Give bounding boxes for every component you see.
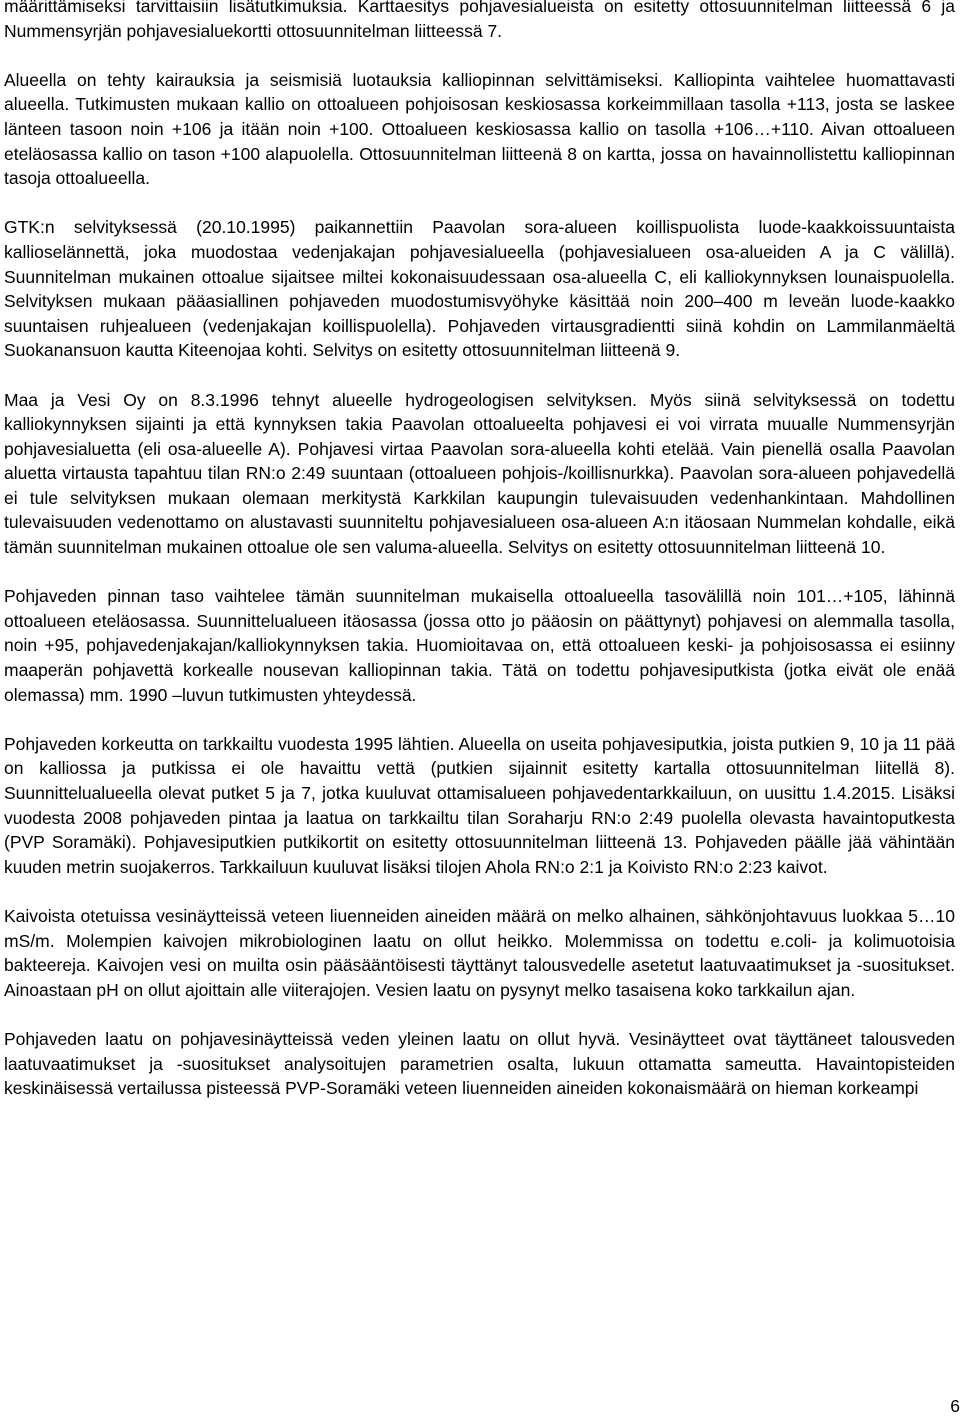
paragraph-well-samples: Kaivoista otetuissa vesinäytteissä veteen liuenneiden aineiden määrä on melko alhainen, sähkönjohtavuus luokkaa 5…10 mS/m. Molempien kaivojen mikrobiologinen laatu on ollut heikko. Molemmissa on todettu e.coli- ja kolimuotoisia bakteereja. Kaivojen vesi on muilta osin pääsääntöisesti täyttänyt talousvedelle asetetut laatuvaatimukset ja -suositukset. Ainoastaan pH on ollut ajoittain alle viiterajojen. Vesien laatu on pysynyt melko tasaisena koko tarkkailun ajan. <box>4 905 955 1000</box>
paragraph-groundwater-level: Pohjaveden pinnan taso vaihtelee tämän suunnitelman mukaisella ottoalueella tasovälillä noin 101…+105, lähinnä ottoalueen eteläosassa. Suunnittelualueen itäosassa (jossa otto jo pääosin on päättynyt) pohjavesi on alemmalla tasolla, noin +95, pohjavedenjakajan/kalliokynnyksen takia. Huomioitavaa on, että ottoalueen keski- ja pohjoisosassa ei esiinny maaperän pohjavettä korkealle nousevan kalliopinnan takia. Tätä on todettu pohjavesiputkista (jotka eivät ole enää olemassa) mm. 1990 –luvun tutkimusten yhteydessä. <box>4 586 955 705</box>
page-number: 6 <box>950 1396 960 1416</box>
paragraph-bedrock-surveys: Alueella on tehty kairauksia ja seismisiä luotauksia kalliopinnan selvittämiseksi. Kalliopinta vaihtelee huomattavasti alueella. Tutkimusten mukaan kallio on ottoalueen pohjoisosan keskiosassa korkeimmillaan tasolla +113, josta se laskee länteen tasoon noin +106 ja itään noin +100. Ottoalueen keskiosassa kallio on tasolla +106…+110. Aivan ottoalueen eteläosassa kallio on tason +100 alapuolella. Ottosuunnitelman liitteenä 8 on kartta, jossa on havainnollistettu kalliopinnan tasoja ottoalueella. <box>4 69 955 189</box>
document-page <box>4 0 955 1125</box>
paragraph-hydrogeological-survey: Maa ja Vesi Oy on 8.3.1996 tehnyt alueelle hydrogeologisen selvityksen. Myös siinä selvityksessä on todettu kalliokynnyksen sijainti ja että kynnyksen takia Paavolan ottoalueelta pohjavesi ei voi virrata muualle Nummensyrjän pohjavesialuetta (eli osa-alueelle A). Pohjavesi virtaa Paavolan sora-alueella kohti etelää. Vain pienellä osalla Paavolan aluetta virtausta tapahtuu tilan RN:o 2:49 suuntaan (ottoalueen pohjois-/koillisnurkka). Paavolan sora-alueen pohjavedellä ei tule selvityksen mukaan olemaan merkitystä Karkkilan kaupungin tulevaisuuden vedenhankintaan. Mahdollinen tulevaisuuden vedenottamo on alustavasti suunniteltu pohjavesialueen osa-alueen A:n itäosaan Nummelan kohdalle, eikä tämän suunnitelman mukainen ottoalue ole sen valuma-alueella. Selvitys on esitetty ottosuunnitelman liitteenä 10. <box>4 389 955 558</box>
paragraph-groundwater-map: määrittämiseksi tarvittaisiin lisätutkimuksia. Karttaesitys pohjavesialueista on esitetty ottosuunnitelman liitteessä 6 ja Nummensyrjän pohjavesialuekortti ottosuunnitelman liitteessä 7. <box>4 0 955 41</box>
paragraph-gtk-report: GTK:n selvityksessä (20.10.1995) paikannettiin Paavolan sora-alueen koillispuolista luode-kaakkoissuuntaista kallioselännettä, joka muodostaa vedenjakajan pohjavesialueella (pohjavesialueen osa-alueiden A ja C välillä). Suunnitelman mukainen ottoalue sijaitsee miltei kokonaisuudessaan osa-alueella C, eli kalliokynnyksen lounaispuolella. Selvityksen mukaan pääasiallinen pohjaveden muodostumisvyöhyke käsittää noin 200–400 m leveän luode-kaakko suuntaisen ruhjealueen (vedenjakajan koillispuolella). Pohjaveden virtausgradientti siinä kohdin on Lammilanmäeltä Suokanansuon kautta Kiteenojaa kohti. Selvitys on esitetty ottosuunnitelman liitteenä 9. <box>4 217 955 361</box>
paragraph-groundwater-quality: Pohjaveden laatu on pohjavesinäytteissä veden yleinen laatu on ollut hyvä. Vesinäytteet ovat täyttäneet talousveden laatuvaatimukset ja -suositukset analysoitujen parametrien osalta, lukuun ottamatta sameutta. Havaintopisteiden keskinäisessä vertailussa pisteessä PVP-Soramäki veteen liuenneiden aineiden kokonaismäärä on hieman korkeampi <box>4 1028 955 1099</box>
paragraph-groundwater-monitoring: Pohjaveden korkeutta on tarkkailtu vuodesta 1995 lähtien. Alueella on useita pohjavesiputkia, joista putkien 9, 10 ja 11 pää on kalliossa ja putkissa ei ole havaittu vettä (putkien sijainnit esitetty kartalla ottosuunnitelman liitellä 8). Suunnittelualueella olevat putket 5 ja 7, jotka kuuluvat ottamisalueen pohjavedentarkkailuun, on uusittu 1.4.2015. Lisäksi vuodesta 2008 pohjaveden pintaa ja laatua on tarkkailtu tilan Soraharju RN:o 2:49 puolella olevasta havaintoputkesta (PVP Soramäki). Pohjavesiputkien putkikortit on esitetty ottosuunnitelman liitteenä 13. Pohjaveden päälle jää vähintään kuuden metrin suojakerros. Tarkkailuun kuuluvat lisäksi tilojen Ahola RN:o 2:1 ja Koivisto RN:o 2:23 kaivot. <box>4 733 955 877</box>
